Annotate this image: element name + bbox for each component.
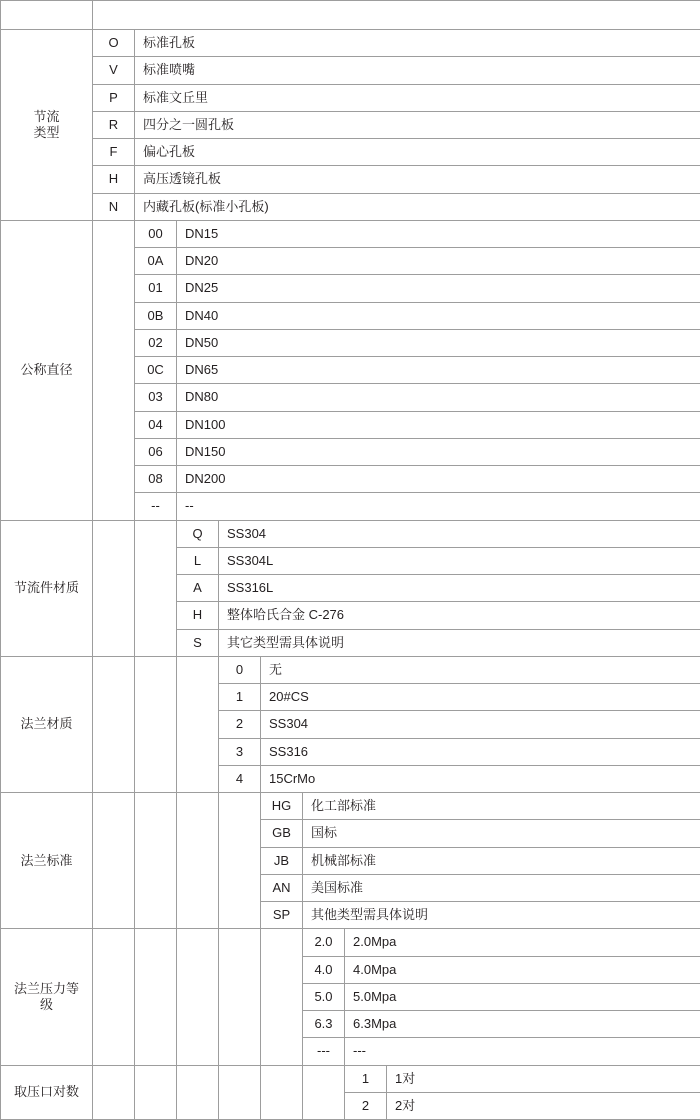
category-label-6: 取压口对数 [1,1065,93,1120]
spacer-cell [177,1065,219,1120]
description-cell: 机械部标准 [303,847,700,874]
spacer-cell [135,793,177,929]
description-cell: SS316 [261,738,700,765]
code-cell: L [177,547,219,574]
description-cell: DN80 [177,384,700,411]
spacer-cell [93,1065,135,1120]
description-cell: 标准文丘里 [135,84,700,111]
category-label-4: 法兰标准 [1,793,93,929]
description-cell: 无 [261,656,700,683]
description-cell: SS304 [261,711,700,738]
spacer-cell [219,1065,261,1120]
code-cell: 6.3 [303,1011,345,1038]
code-cell: AN [261,874,303,901]
description-cell: DN50 [177,329,700,356]
description-cell: 15CrMo [261,765,700,792]
code-cell: 2 [345,1092,387,1119]
description-cell: 20#CS [261,684,700,711]
spacer-cell [135,1065,177,1120]
header-name: 差压式流量计 [93,1,700,30]
spacer-cell [135,520,177,656]
table-row [1,929,700,956]
code-cell: V [93,57,135,84]
description-cell: 化工部标准 [303,793,700,820]
description-cell: 内藏孔板(标准小孔板) [135,193,700,220]
description-cell: DN65 [177,357,700,384]
description-cell: SS304 [219,520,700,547]
description-cell: DN150 [177,438,700,465]
table-row [1,193,700,220]
code-cell: 0C [135,357,177,384]
table-row [1,1065,700,1092]
table-body [1,1,700,1120]
description-cell: 标准孔板 [135,30,700,57]
description-cell: 其它类型需具体说明 [219,629,700,656]
category-label-5: 法兰压力等级 [1,929,93,1065]
description-cell: 5.0Mpa [345,983,700,1010]
table-row [1,656,700,683]
table-row [1,111,700,138]
code-cell: O [93,30,135,57]
code-cell: F [93,139,135,166]
description-cell: 美国标准 [303,874,700,901]
code-cell: 0A [135,248,177,275]
category-label-2: 节流件材质 [1,520,93,656]
code-cell: 5.0 [303,983,345,1010]
code-cell: JB [261,847,303,874]
category-label-3: 法兰材质 [1,656,93,792]
description-cell: 2.0Mpa [345,929,700,956]
code-cell: 08 [135,466,177,493]
spacer-cell [219,793,261,929]
description-cell: SS304L [219,547,700,574]
spacer-cell [177,929,219,1065]
description-cell: -- [177,493,700,520]
description-cell: --- [345,1038,700,1065]
category-label-1: 公称直径 [1,220,93,520]
code-cell: HG [261,793,303,820]
spacer-cell [135,929,177,1065]
code-cell: N [93,193,135,220]
description-cell: 其他类型需具体说明 [303,902,700,929]
code-cell: 04 [135,411,177,438]
code-cell: H [93,166,135,193]
header-code: VC [1,1,93,30]
spacer-cell [303,1065,345,1120]
spacer-cell [177,793,219,929]
table-row [1,793,700,820]
description-cell: 1对 [387,1065,700,1092]
spacer-cell [93,656,135,792]
spacer-cell [219,929,261,1065]
spacer-cell [135,656,177,792]
description-cell: DN25 [177,275,700,302]
description-cell: 2对 [387,1092,700,1119]
code-cell: 2.0 [303,929,345,956]
code-cell: Q [177,520,219,547]
code-cell: 1 [345,1065,387,1092]
code-cell: 0B [135,302,177,329]
code-cell: --- [303,1038,345,1065]
spacer-cell [93,220,135,520]
table-row [1,84,700,111]
table-row [1,139,700,166]
description-cell: DN15 [177,220,700,247]
code-cell: 02 [135,329,177,356]
description-cell: 标准喷嘴 [135,57,700,84]
description-cell: 国标 [303,820,700,847]
code-cell: GB [261,820,303,847]
code-cell: 01 [135,275,177,302]
table-row [1,220,700,247]
code-cell: P [93,84,135,111]
description-cell: 整体哈氏合金 C-276 [219,602,700,629]
table-row [1,30,700,57]
spacer-cell [93,793,135,929]
code-cell: 4 [219,765,261,792]
table-row [1,57,700,84]
description-cell: 偏心孔板 [135,139,700,166]
spacer-cell [261,1065,303,1120]
code-cell: S [177,629,219,656]
description-cell: 4.0Mpa [345,956,700,983]
description-cell: 6.3Mpa [345,1011,700,1038]
code-cell: 00 [135,220,177,247]
category-label-0: 节流 类型 [1,30,93,221]
description-cell: DN20 [177,248,700,275]
spacer-cell [177,656,219,792]
code-cell: 06 [135,438,177,465]
description-cell: 高压透镜孔板 [135,166,700,193]
code-cell: R [93,111,135,138]
table-row [1,166,700,193]
description-cell: DN40 [177,302,700,329]
description-cell: SS316L [219,575,700,602]
code-cell: SP [261,902,303,929]
table-row [1,520,700,547]
code-cell: 0 [219,656,261,683]
code-cell: 4.0 [303,956,345,983]
description-cell: DN200 [177,466,700,493]
code-cell: 1 [219,684,261,711]
code-cell: 3 [219,738,261,765]
description-cell: 四分之一圆孔板 [135,111,700,138]
code-cell: H [177,602,219,629]
table-header-row [1,1,700,30]
description-cell: DN100 [177,411,700,438]
code-cell: 03 [135,384,177,411]
code-cell: -- [135,493,177,520]
code-cell: A [177,575,219,602]
spacer-cell [261,929,303,1065]
spacer-cell [93,929,135,1065]
code-cell: 2 [219,711,261,738]
spacer-cell [93,520,135,656]
